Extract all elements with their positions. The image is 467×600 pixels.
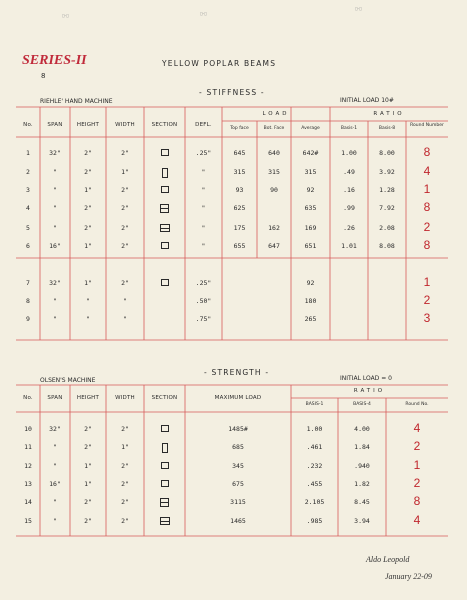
- row-width: 2": [121, 186, 129, 194]
- str-row-max-load: 1485#: [228, 425, 248, 433]
- col-defl: DEFL.: [195, 122, 212, 128]
- row-basis8: 1.28: [379, 186, 395, 194]
- beam-section-wide-icon: [160, 517, 170, 525]
- row-height: 2": [84, 204, 92, 212]
- str-row-span: ": [53, 498, 57, 506]
- str-col-basis1: BASIS-1: [305, 402, 324, 407]
- row-defl: ": [201, 168, 206, 176]
- str-row-basis1: .985: [306, 517, 323, 525]
- row-height: ": [86, 315, 90, 323]
- row-width: ": [123, 297, 127, 305]
- str-row-span: ": [53, 462, 57, 470]
- row-defl: ": [201, 224, 206, 232]
- row-span: ": [53, 297, 57, 305]
- str-row-no: 10: [24, 425, 32, 433]
- row-no: 2: [26, 168, 30, 176]
- row-top-face: 625: [233, 204, 246, 212]
- row-round: 4: [423, 164, 431, 178]
- page-title: YELLOW POPLAR BEAMS: [162, 59, 277, 68]
- col-ratio: RATIO: [373, 111, 405, 117]
- row-bot-face: 315: [268, 168, 280, 176]
- str-row-width: 2": [121, 425, 129, 433]
- str-row-round: 2: [413, 476, 421, 490]
- row-average: 315: [304, 168, 317, 176]
- beam-section-square-lines-icon: [160, 498, 169, 507]
- str-row-max-load: 1465: [230, 517, 246, 525]
- row-width: 2": [121, 149, 129, 157]
- str-row-no: 15: [24, 517, 32, 525]
- row-top-face: 315: [233, 168, 246, 176]
- str-row-no: 11: [24, 443, 32, 451]
- beam-section-square-icon: [161, 425, 169, 432]
- row-defl: .25": [195, 149, 212, 157]
- row-span: ": [53, 315, 57, 323]
- col-span: SPAN: [47, 122, 63, 128]
- str-row-max-load: 345: [232, 462, 244, 470]
- row-basis1: .26: [343, 224, 355, 232]
- row-average: 642#: [302, 149, 319, 157]
- str-row-section: [144, 498, 185, 509]
- row-average: 169: [304, 224, 317, 232]
- str-row-max-load: 3115: [230, 498, 246, 506]
- str-col-max-load: MAXIMUM LOAD: [214, 395, 262, 401]
- row-defl: .50": [195, 297, 212, 305]
- row-average: 92: [306, 279, 315, 287]
- row-no: 6: [26, 242, 30, 250]
- row-average: 180: [304, 297, 317, 305]
- col-basis8: Basis-8: [378, 126, 396, 131]
- row-height: 2": [84, 168, 92, 176]
- row-no: 5: [26, 224, 30, 232]
- signature-date: January 22-09: [385, 572, 432, 581]
- row-no: 8: [26, 297, 30, 305]
- row-basis1: 1.00: [341, 149, 357, 157]
- str-row-basis1: .455: [306, 480, 323, 488]
- col-round: Round Number: [410, 123, 444, 128]
- stiffness-title: - STIFFNESS -: [199, 88, 265, 97]
- str-row-width: 2": [121, 498, 129, 506]
- row-bot-face: 162: [268, 224, 280, 232]
- str-row-width: 1": [121, 443, 129, 451]
- row-basis8: 7.92: [379, 204, 395, 212]
- row-top-face: 655: [233, 242, 246, 250]
- str-row-max-load: 675: [232, 480, 244, 488]
- str-row-round: 4: [413, 513, 421, 527]
- row-defl: ": [201, 204, 206, 212]
- row-round: 3: [423, 311, 431, 325]
- str-row-round: 2: [413, 439, 421, 453]
- str-row-width: 2": [121, 480, 129, 488]
- col-section: SECTION: [151, 122, 178, 128]
- str-col-section: SECTION: [151, 395, 178, 401]
- str-row-width: 2": [121, 517, 129, 525]
- row-span: 16": [49, 242, 61, 250]
- row-width: 2": [121, 204, 129, 212]
- str-col-no: No.: [23, 395, 33, 401]
- col-top-face: Top face: [230, 126, 249, 131]
- top-mark-left: ▯-▯: [62, 14, 69, 19]
- stiffness-initial-load: INITIAL LOAD 10#: [340, 97, 394, 104]
- row-round: 8: [423, 200, 431, 214]
- row-average: 635: [304, 204, 317, 212]
- row-round: 2: [423, 220, 431, 234]
- row-average: 651: [304, 242, 317, 250]
- row-bot-face: 647: [268, 242, 280, 250]
- str-row-height: 2": [84, 425, 92, 433]
- row-width: ": [123, 315, 127, 323]
- row-basis8: 8.00: [379, 149, 395, 157]
- strength-initial-load: INITIAL LOAD = 0: [340, 375, 392, 382]
- row-average: 265: [304, 315, 317, 323]
- str-row-max-load: 685: [232, 443, 244, 451]
- row-no: 7: [26, 279, 30, 287]
- str-row-basis1: .232: [306, 462, 323, 470]
- row-top-face: 645: [233, 149, 246, 157]
- beam-section-flat-icon: [161, 480, 169, 487]
- str-row-round: 4: [413, 421, 421, 435]
- row-defl: ": [201, 186, 206, 194]
- row-width: 2": [121, 242, 129, 250]
- str-row-basis4: 1.82: [354, 480, 370, 488]
- beam-section-tall-icon: [162, 443, 168, 453]
- row-round: 8: [423, 145, 431, 159]
- str-row-section: [144, 462, 185, 471]
- str-row-span: ": [53, 517, 57, 525]
- row-defl: ": [201, 242, 206, 250]
- beam-section-flat-icon: [161, 462, 169, 469]
- row-height: 2": [84, 224, 92, 232]
- row-defl: .25": [195, 279, 212, 287]
- row-average: 92: [306, 186, 315, 194]
- row-width: 2": [121, 224, 129, 232]
- str-row-height: 2": [84, 498, 92, 506]
- str-col-height: HEIGHT: [76, 395, 100, 401]
- row-bot-face: 640: [268, 149, 280, 157]
- str-col-round: Round No.: [405, 402, 429, 407]
- str-col-basis4: BASIS-4: [353, 402, 371, 407]
- row-span: ": [53, 204, 57, 212]
- row-basis8: 2.08: [379, 224, 395, 232]
- row-height: 1": [84, 242, 92, 250]
- str-row-height: 2": [84, 443, 92, 451]
- sub-number: 8: [41, 72, 46, 80]
- str-row-no: 12: [24, 462, 32, 470]
- str-row-basis4: 1.84: [354, 443, 370, 451]
- str-row-basis4: .940: [354, 462, 370, 470]
- str-row-basis4: 3.94: [354, 517, 370, 525]
- row-basis1: .16: [343, 186, 355, 194]
- row-height: 1": [84, 186, 92, 194]
- row-height: 2": [84, 149, 92, 157]
- row-span: 32": [49, 279, 61, 287]
- row-span: ": [53, 168, 57, 176]
- row-height: 1": [84, 279, 92, 287]
- top-mark-right: ▯-▯: [355, 7, 362, 12]
- top-mark-center: ▯-▯: [200, 12, 207, 17]
- row-bot-face: 90: [270, 186, 278, 194]
- row-span: 32": [49, 149, 61, 157]
- str-row-span: 32": [49, 425, 61, 433]
- col-bot-face: Bot. Face: [263, 126, 285, 131]
- row-basis8: 3.92: [379, 168, 395, 176]
- str-row-basis1: .461: [306, 443, 323, 451]
- row-no: 3: [26, 186, 30, 194]
- row-round: 2: [423, 293, 431, 307]
- col-load: LOAD: [262, 111, 290, 117]
- strength-machine: OLSEN'S MACHINE: [40, 377, 96, 384]
- str-row-basis4: 4.00: [354, 425, 370, 433]
- row-round: 1: [423, 182, 431, 196]
- row-span: ": [53, 224, 57, 232]
- str-row-height: 1": [84, 480, 92, 488]
- strength-title: - STRENGTH -: [204, 368, 270, 377]
- stiffness-machine: RIEHLE' HAND MACHINE: [40, 98, 113, 105]
- str-row-section: [144, 443, 185, 455]
- series-label: SERIES-II: [22, 53, 87, 68]
- row-basis1: .99: [343, 204, 355, 212]
- str-row-height: 1": [84, 462, 92, 470]
- col-no: No.: [23, 122, 33, 128]
- row-basis1: 1.01: [341, 242, 357, 250]
- str-row-no: 13: [24, 480, 32, 488]
- str-row-basis1: 2.105: [304, 498, 325, 506]
- str-row-basis1: 1.00: [306, 425, 323, 433]
- str-row-width: 2": [121, 462, 129, 470]
- col-height: HEIGHT: [76, 122, 100, 128]
- str-row-span: ": [53, 443, 57, 451]
- str-row-section: [144, 480, 185, 489]
- str-col-span: SPAN: [47, 395, 63, 401]
- row-top-face: 93: [235, 186, 244, 194]
- col-average: Average: [301, 126, 320, 131]
- row-top-face: 175: [233, 224, 246, 232]
- row-round: 8: [423, 238, 431, 252]
- str-row-round: 8: [413, 494, 421, 508]
- row-no: 9: [26, 315, 30, 323]
- str-row-section: [144, 517, 185, 527]
- row-height: ": [86, 297, 90, 305]
- row-no: 4: [26, 204, 30, 212]
- row-no: 1: [26, 149, 30, 157]
- str-row-no: 14: [24, 498, 32, 506]
- row-basis1: .49: [343, 168, 355, 176]
- str-col-ratio: RATIO: [353, 388, 386, 394]
- str-col-width: WIDTH: [115, 395, 135, 401]
- row-basis8: 8.08: [379, 242, 395, 250]
- row-defl: .75": [195, 315, 212, 323]
- row-round: 1: [423, 275, 431, 289]
- row-width: 1": [121, 168, 129, 176]
- col-width: WIDTH: [115, 122, 135, 128]
- str-row-basis4: 8.45: [354, 498, 370, 506]
- signature-name: Aldo Leopold: [366, 555, 410, 564]
- row-width: 2": [121, 279, 129, 287]
- str-row-height: 2": [84, 517, 92, 525]
- str-row-round: 1: [413, 458, 421, 472]
- str-row-span: 16": [49, 480, 61, 488]
- str-row-section: [144, 425, 185, 434]
- col-basis1: Basis-1: [340, 126, 358, 131]
- row-span: ": [53, 186, 57, 194]
